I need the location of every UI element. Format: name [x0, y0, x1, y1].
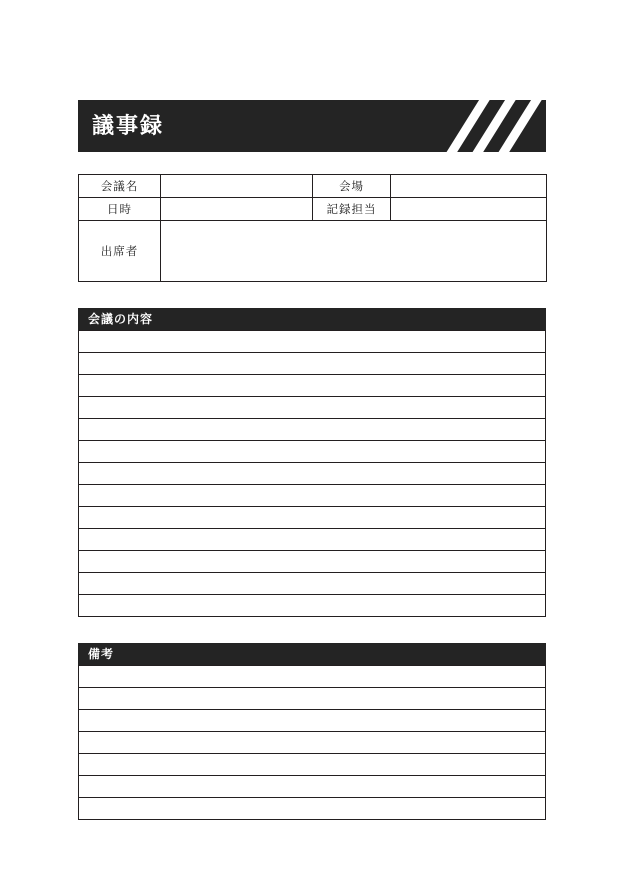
section-heading-remarks: 備考: [78, 643, 546, 665]
list-item: [79, 397, 546, 419]
table-row: [79, 221, 547, 282]
content-line[interactable]: [79, 485, 546, 507]
recorder-label: 記録担当: [313, 198, 391, 221]
content-line[interactable]: [79, 507, 546, 529]
remarks-lines: [78, 665, 546, 820]
list-item: [79, 507, 546, 529]
list-item: [79, 551, 546, 573]
meeting-name-label: 会議名: [79, 175, 161, 198]
list-item: [79, 732, 546, 754]
content-line[interactable]: [79, 573, 546, 595]
content-line[interactable]: [79, 397, 546, 419]
datetime-label: 日時: [79, 198, 161, 221]
title-banner: [78, 100, 546, 152]
content-line[interactable]: [79, 353, 546, 375]
list-item: [79, 754, 546, 776]
remarks-line[interactable]: [79, 710, 546, 732]
remarks-line[interactable]: [79, 776, 546, 798]
content-line[interactable]: [79, 375, 546, 397]
content-line[interactable]: [79, 441, 546, 463]
list-item: [79, 485, 546, 507]
content-line[interactable]: [79, 419, 546, 441]
content-line[interactable]: [79, 595, 546, 617]
remarks-line[interactable]: [79, 666, 546, 688]
list-item: [79, 666, 546, 688]
remarks-line[interactable]: [79, 798, 546, 820]
meeting-name-field[interactable]: [161, 175, 313, 198]
section-meeting-content: [78, 308, 546, 617]
venue-label: 会場: [313, 175, 391, 198]
section-remarks: [78, 643, 546, 820]
content-line[interactable]: [79, 463, 546, 485]
meeting-content-lines: [78, 330, 546, 617]
remarks-line[interactable]: [79, 754, 546, 776]
list-item: [79, 529, 546, 551]
table-row: [79, 175, 547, 198]
venue-field[interactable]: [391, 175, 547, 198]
minutes-sheet: [78, 100, 546, 820]
list-item: [79, 419, 546, 441]
list-item: [79, 331, 546, 353]
content-line[interactable]: [79, 551, 546, 573]
datetime-field[interactable]: [161, 198, 313, 221]
list-item: [79, 798, 546, 820]
recorder-field[interactable]: [391, 198, 547, 221]
meeting-info-table: [78, 174, 547, 282]
content-line[interactable]: [79, 331, 546, 353]
list-item: [79, 441, 546, 463]
list-item: [79, 353, 546, 375]
list-item: [79, 710, 546, 732]
page-title: 議事録: [92, 113, 165, 138]
table-row: [79, 198, 547, 221]
list-item: [79, 463, 546, 485]
list-item: [79, 688, 546, 710]
remarks-line[interactable]: [79, 688, 546, 710]
list-item: [79, 595, 546, 617]
attendees-label: 出席者: [79, 221, 161, 282]
list-item: [79, 573, 546, 595]
content-line[interactable]: [79, 529, 546, 551]
list-item: [79, 776, 546, 798]
section-heading-meeting-content: 会議の内容: [78, 308, 546, 330]
list-item: [79, 375, 546, 397]
attendees-field[interactable]: [161, 221, 547, 282]
remarks-line[interactable]: [79, 732, 546, 754]
